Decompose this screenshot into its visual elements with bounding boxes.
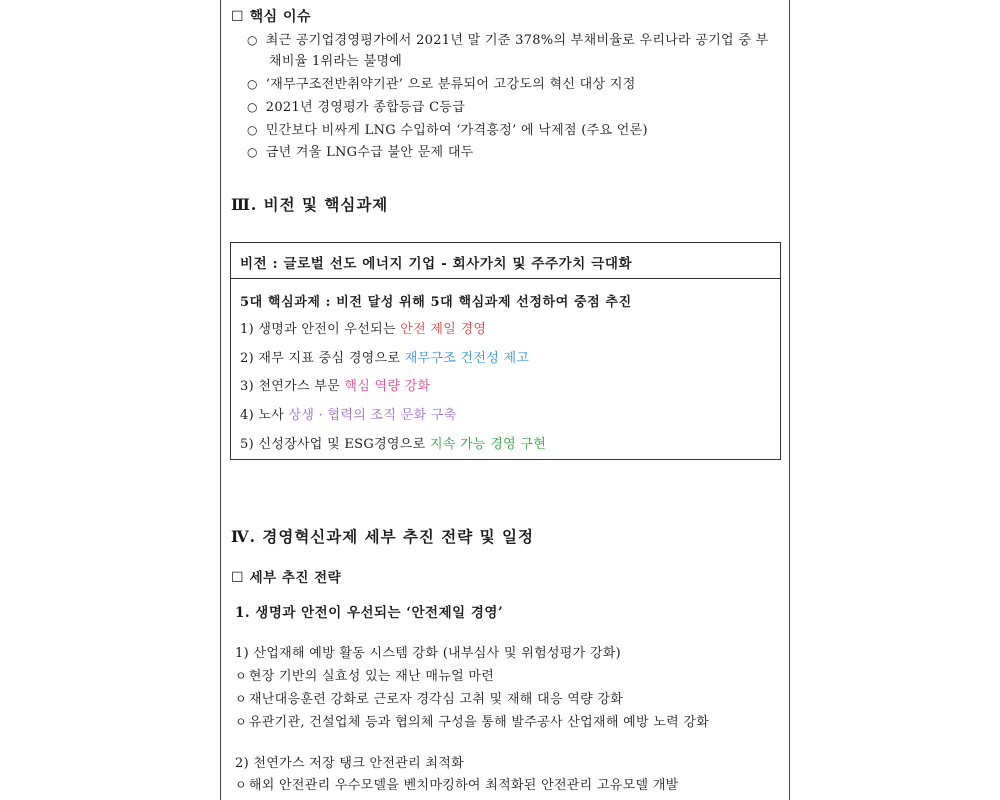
core-task-1: 1) 생명과 안전이 우선되는 안전 제일 경영: [240, 322, 487, 337]
document-page: [220, 0, 790, 800]
core-task-4-highlight: 상생 · 협력의 조직 문화 구축: [288, 408, 457, 423]
item-1-title: 1) 산업재해 예방 활동 시스템 강화 (내부심사 및 위험성평가 강화): [235, 646, 622, 661]
small-circle-bullet-icon: ㅇ: [235, 692, 247, 706]
issue-item-1-cont: 채비율 1위라는 불명예: [269, 54, 403, 69]
vision-statement: 비전 : 글로벌 선도 에너지 기업 - 회사가치 및 주주가치 극대화: [240, 256, 633, 272]
checkbox-icon: ☐: [231, 9, 244, 25]
core-task-5-highlight: 지속 가능 경영 구현: [429, 437, 547, 452]
circle-bullet-icon: ○: [247, 145, 258, 159]
issue-item-3: ○ 2021년 경영평가 종합등급 C등급: [247, 100, 466, 115]
core-task-2: 2) 재무 지표 중심 경영으로 재무구조 건전성 제고: [240, 351, 530, 366]
vision-box: [230, 242, 781, 460]
issue-item-1: ○ 최근 공기업경영평가에서 2021년 말 기준 378%의 부채비율로 우리나라 공기업 중 부: [247, 33, 769, 48]
small-circle-bullet-icon: ㅇ: [235, 669, 247, 683]
core-task-4: 4) 노사 상생 · 협력의 조직 문화 구축: [240, 408, 457, 423]
core-task-5: 5) 신성장사업 및 ESG경영으로 지속 가능 경영 구현: [240, 437, 547, 452]
core-tasks-title: 5대 핵심과제 : 비전 달성 위해 5대 핵심과제 선정하여 중점 추진: [240, 295, 632, 310]
item-1-bullet-3: ㅇ 유관기관, 건설업체 등과 협의체 구성을 통해 발주공사 산업재해 예방 노력 강화: [235, 715, 710, 730]
circle-bullet-icon: ○: [247, 33, 258, 47]
core-task-1-highlight: 안전 제일 경영: [400, 322, 487, 337]
circle-bullet-icon: ○: [247, 77, 258, 91]
issue-item-2: ○ ‘재무구조전반취약기관’ 으로 분류되어 고강도의 혁신 대상 지정: [247, 77, 636, 92]
core-task-3: 3) 천연가스 부문 핵심 역량 강화: [240, 379, 431, 394]
circle-bullet-icon: ○: [247, 123, 258, 137]
strategy-heading: ☐ 세부 추진 전략: [231, 570, 342, 586]
circle-bullet-icon: ○: [247, 100, 258, 114]
core-task-2-highlight: 재무구조 건전성 제고: [404, 351, 530, 366]
item-2-bullet-1: ㅇ 해외 안전관리 우수모델을 벤치마킹하여 최적화된 안전관리 고유모델 개발: [235, 778, 679, 793]
issue-item-5: ○ 금년 겨울 LNG수급 불안 문제 대두: [247, 145, 474, 160]
small-circle-bullet-icon: ㅇ: [235, 778, 247, 792]
checkbox-icon: ☐: [231, 570, 244, 586]
core-task-3-highlight: 핵심 역량 강화: [344, 379, 431, 394]
section-4-title: Ⅳ. 경영혁신과제 세부 추진 전략 및 일정: [231, 527, 534, 546]
issue-item-4: ○ 민간보다 비싸게 LNG 수입하여 ‘가격흥정’ 에 낙제점 (주요 언론): [247, 123, 648, 138]
section-3-title: Ⅲ. 비전 및 핵심과제: [231, 195, 389, 214]
core-issues-heading: ☐ 핵심 이슈: [231, 9, 312, 25]
item-1-bullet-1: ㅇ 현장 기반의 실효성 있는 재난 매뉴얼 마련: [235, 669, 495, 684]
subsection-1-title: 1. 생명과 안전이 우선되는 ‘안전제일 경영’: [235, 605, 504, 621]
item-1-bullet-2: ㅇ 재난대응훈련 강화로 근로자 경각심 고취 및 재해 대응 역량 강화: [235, 692, 624, 707]
vision-header: [231, 243, 780, 279]
item-2-title: 2) 천연가스 저장 탱크 안전관리 최적화: [235, 756, 464, 771]
small-circle-bullet-icon: ㅇ: [235, 715, 247, 729]
